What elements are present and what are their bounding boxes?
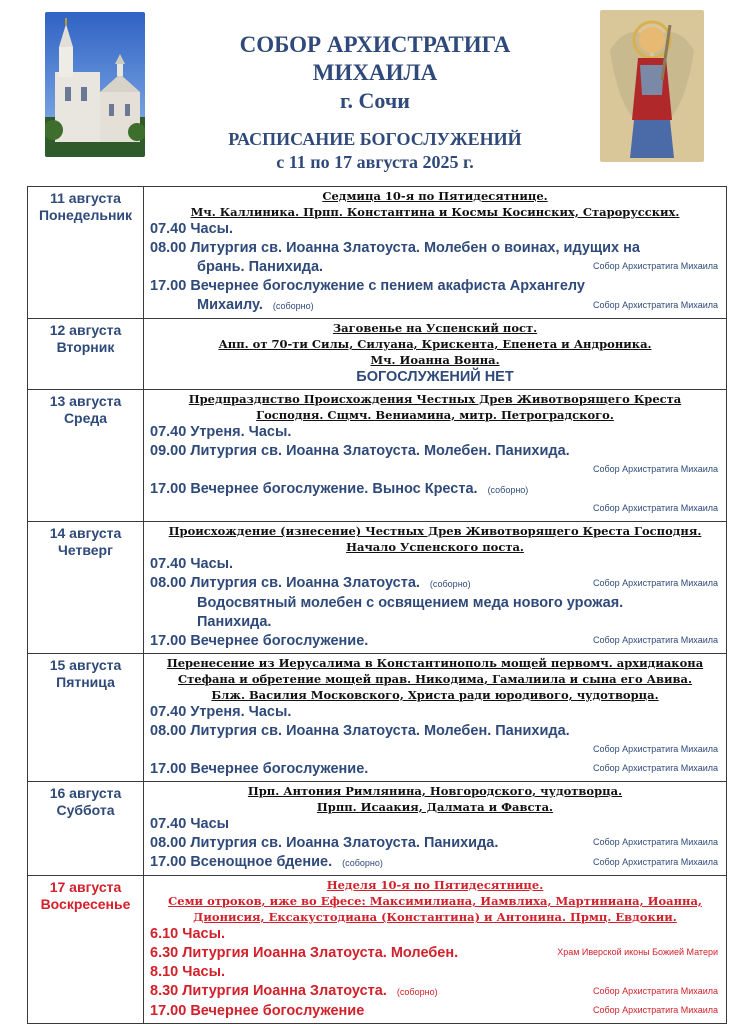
service-text: 07.40 Часы xyxy=(150,816,230,832)
page-header xyxy=(0,0,753,185)
services-content xyxy=(144,319,726,389)
service-location: Собор Архистратига Михаила xyxy=(593,986,718,996)
services-content xyxy=(144,522,726,653)
service-line xyxy=(144,277,726,296)
services-cell xyxy=(144,522,727,654)
service-text: брань. Панихида. xyxy=(197,259,324,275)
service-line xyxy=(144,722,726,741)
service-text: 17.00 Вечернее богослужение. xyxy=(150,633,369,649)
header-title-line2: МИХАИЛА xyxy=(312,60,438,85)
day-date: 14 августа xyxy=(49,525,122,541)
schedule-row xyxy=(28,187,727,319)
feast-title: Неделя 10-я по Пятидесятнице. xyxy=(326,878,544,892)
day-date: 15 августа xyxy=(49,657,122,673)
service-text: 17.00 Вечернее богослужение xyxy=(150,1003,365,1019)
service-line xyxy=(144,480,726,500)
feast-title: Предпразднство Происхождения Честных Древ Животворящего Креста xyxy=(188,392,682,406)
service-line xyxy=(144,220,726,239)
schedule-row xyxy=(28,782,727,876)
schedule-row xyxy=(28,876,727,1024)
service-location: Собор Архистратига Михаила xyxy=(593,261,718,271)
service-location: Собор Архистратига Михаила xyxy=(593,503,718,513)
service-line xyxy=(144,555,726,574)
service-text: 17.00 Вечернее богослужение. xyxy=(150,761,369,777)
feast-title: Господня. Сщмч. Вениамина, митр. Петроградского. xyxy=(256,408,614,422)
service-location: Собор Архистратига Михаила xyxy=(593,837,718,847)
cathedral-photo xyxy=(45,12,145,157)
service-text xyxy=(150,462,154,478)
day-weekday: Среда xyxy=(63,410,108,426)
service-text: Михаилу. xyxy=(197,297,263,313)
feast-title: Стефана и обретение мощей прав. Никодима, Гамалиила и сына его Авива. xyxy=(178,672,692,686)
service-line xyxy=(144,613,726,632)
schedule-row xyxy=(28,390,727,522)
day-date: 17 августа xyxy=(49,879,122,895)
schedule-table xyxy=(27,186,727,1024)
schedule-row xyxy=(28,654,727,782)
services-content xyxy=(144,876,726,1023)
schedule-row xyxy=(28,319,727,390)
service-text: 07.40 Часы. xyxy=(150,221,234,237)
service-text: 17.00 Вечернее богослужение с пением акафиста Архангелу xyxy=(150,278,585,294)
day-cell xyxy=(28,390,144,522)
feast-title: Заговенье на Успенский пост. xyxy=(332,321,538,335)
service-text: 6.10 Часы. xyxy=(150,926,225,942)
service-line xyxy=(144,741,726,760)
service-text: 07.40 Часы. xyxy=(150,556,234,572)
day-date: 13 августа xyxy=(49,393,122,409)
feast-title: Прпп. Исаакия, Далмата и Фавста. xyxy=(316,800,554,814)
services-cell xyxy=(144,187,727,319)
service-text: Водосвятный молебен с освящением меда нового урожая. xyxy=(197,595,624,611)
service-line xyxy=(144,944,726,963)
services-content xyxy=(144,782,726,875)
feast-title: Происхождение (изнесение) Честных Древ Животворящего Креста Господня. xyxy=(168,524,702,538)
service-line xyxy=(144,574,726,594)
feast-title: Перенесение из Иерусалима в Константинополь мощей первомч. архидиакона xyxy=(166,656,704,670)
services-content xyxy=(144,654,726,781)
services-content xyxy=(144,187,726,318)
service-line xyxy=(144,703,726,722)
service-location: Собор Архистратига Михаила xyxy=(593,763,718,773)
services-cell xyxy=(144,782,727,876)
service-location: Собор Архистратига Михаила xyxy=(593,300,718,310)
day-date: 12 августа xyxy=(49,322,122,338)
feast-title: Прп. Антония Римлянина, Новгородского, чудотворца. xyxy=(247,784,623,798)
day-weekday: Понедельник xyxy=(38,207,133,223)
service-line xyxy=(144,853,726,873)
day-weekday: Воскресенье xyxy=(40,896,131,912)
feast-title: Блж. Василия Московского, Христа ради юродивого, чудотворца. xyxy=(211,688,659,702)
sobor-note: (соборно) xyxy=(342,858,383,868)
header-city: г. Сочи xyxy=(340,88,410,113)
feast-title: Мч. Каллиника. Прпп. Константина и Космы Косинских, Старорусских. xyxy=(190,205,680,219)
service-text: 08.00 Литургия св. Иоанна Златоуста. Молебен о воинах, идущих на xyxy=(150,240,640,256)
service-location: Собор Архистратига Михаила xyxy=(593,464,718,474)
sobor-note: (соборно) xyxy=(396,987,438,997)
service-text: 08.00 Литургия св. Иоанна Златоуста. Панихида. xyxy=(150,835,499,851)
service-text: 8.10 Часы. xyxy=(150,964,225,980)
day-cell xyxy=(28,522,144,654)
feast-title: Начало Успенского поста. xyxy=(346,540,524,554)
service-location: Собор Архистратига Михаила xyxy=(593,1005,718,1015)
schedule-dates: с 11 по 17 августа 2025 г. xyxy=(276,152,474,172)
service-text: 07.40 Утреня. Часы. xyxy=(150,424,292,440)
day-cell xyxy=(28,654,144,782)
day-cell xyxy=(28,782,144,876)
service-line xyxy=(144,963,726,982)
no-services-note: БОГОСЛУЖЕНИЙ НЕТ xyxy=(356,369,514,385)
day-cell xyxy=(28,187,144,319)
service-location: Собор Архистратига Михаила xyxy=(593,578,718,588)
services-cell xyxy=(144,319,727,390)
services-content xyxy=(144,390,726,521)
feast-title: Мч. Иоанна Воина. xyxy=(370,353,500,367)
sobor-note: (соборно) xyxy=(272,301,314,311)
service-text xyxy=(150,501,154,517)
service-location: Храм Иверской иконы Божией Матери xyxy=(557,947,718,957)
service-line xyxy=(144,239,726,258)
service-text: 08.00 Литургия св. Иоанна Златоуста. xyxy=(150,575,420,591)
service-text: 17.00 Вечернее богослужение. Вынос Креста. xyxy=(150,481,478,497)
service-line xyxy=(144,982,726,1002)
day-weekday: Суббота xyxy=(56,802,115,818)
service-line xyxy=(144,632,726,651)
feast-title: Семи отроков, иже во Ефесе: Максимилиана, Иамвлиха, Мартиниана, Иоанна, xyxy=(168,894,702,908)
service-text xyxy=(150,742,154,758)
service-line xyxy=(144,296,726,316)
service-line xyxy=(144,815,726,834)
service-line xyxy=(144,925,726,944)
service-line xyxy=(144,461,726,480)
day-weekday: Пятница xyxy=(56,674,115,690)
services-cell xyxy=(144,390,727,522)
service-text: 08.00 Литургия св. Иоанна Златоуста. Молебен. Панихида. xyxy=(150,723,570,739)
day-cell xyxy=(28,319,144,390)
day-weekday: Вторник xyxy=(56,339,115,355)
service-line xyxy=(144,258,726,277)
service-text: 8.30 Литургия Иоанна Златоуста. xyxy=(150,983,387,999)
service-text: Панихида. xyxy=(197,614,272,630)
service-line xyxy=(144,594,726,613)
service-text: 17.00 Всенощное бдение. xyxy=(150,854,333,870)
archangel-icon-image xyxy=(600,10,704,162)
service-location: Собор Архистратига Михаила xyxy=(593,635,718,645)
service-text: 09.00 Литургия св. Иоанна Златоуста. Молебен. Панихида. xyxy=(150,443,570,459)
service-line xyxy=(144,442,726,461)
service-line xyxy=(144,760,726,779)
schedule-row xyxy=(28,522,727,654)
sobor-note: (соборно) xyxy=(487,485,529,495)
feast-title: Седмица 10-я по Пятидесятнице. xyxy=(322,189,548,203)
service-text: 07.40 Утреня. Часы. xyxy=(150,704,292,720)
service-line xyxy=(144,1002,726,1021)
header-title-line1: СОБОР АРХИСТРАТИГА xyxy=(239,32,511,57)
service-location: Собор Архистратига Михаила xyxy=(593,857,718,867)
feast-title: Апп. от 70-ти Силы, Силуана, Крискента, Епенета и Андроника. xyxy=(218,337,652,351)
day-date: 16 августа xyxy=(49,785,122,801)
services-cell xyxy=(144,654,727,782)
service-location: Собор Архистратига Михаила xyxy=(593,744,718,754)
feast-title: Дионисия, Ексакустодиана (Константина) и Антонина. Прмц. Евдокии. xyxy=(193,910,677,924)
schedule-heading: РАСПИСАНИЕ БОГОСЛУЖЕНИЙ xyxy=(228,129,522,149)
services-cell xyxy=(144,876,727,1024)
service-line xyxy=(144,834,726,853)
service-line xyxy=(144,500,726,519)
day-date: 11 августа xyxy=(50,190,121,206)
service-text: 6.30 Литургия Иоанна Златоуста. Молебен. xyxy=(150,945,459,961)
service-line xyxy=(144,423,726,442)
day-weekday: Четверг xyxy=(58,542,113,558)
sobor-note: (соборно) xyxy=(429,579,471,589)
day-cell xyxy=(28,876,144,1024)
